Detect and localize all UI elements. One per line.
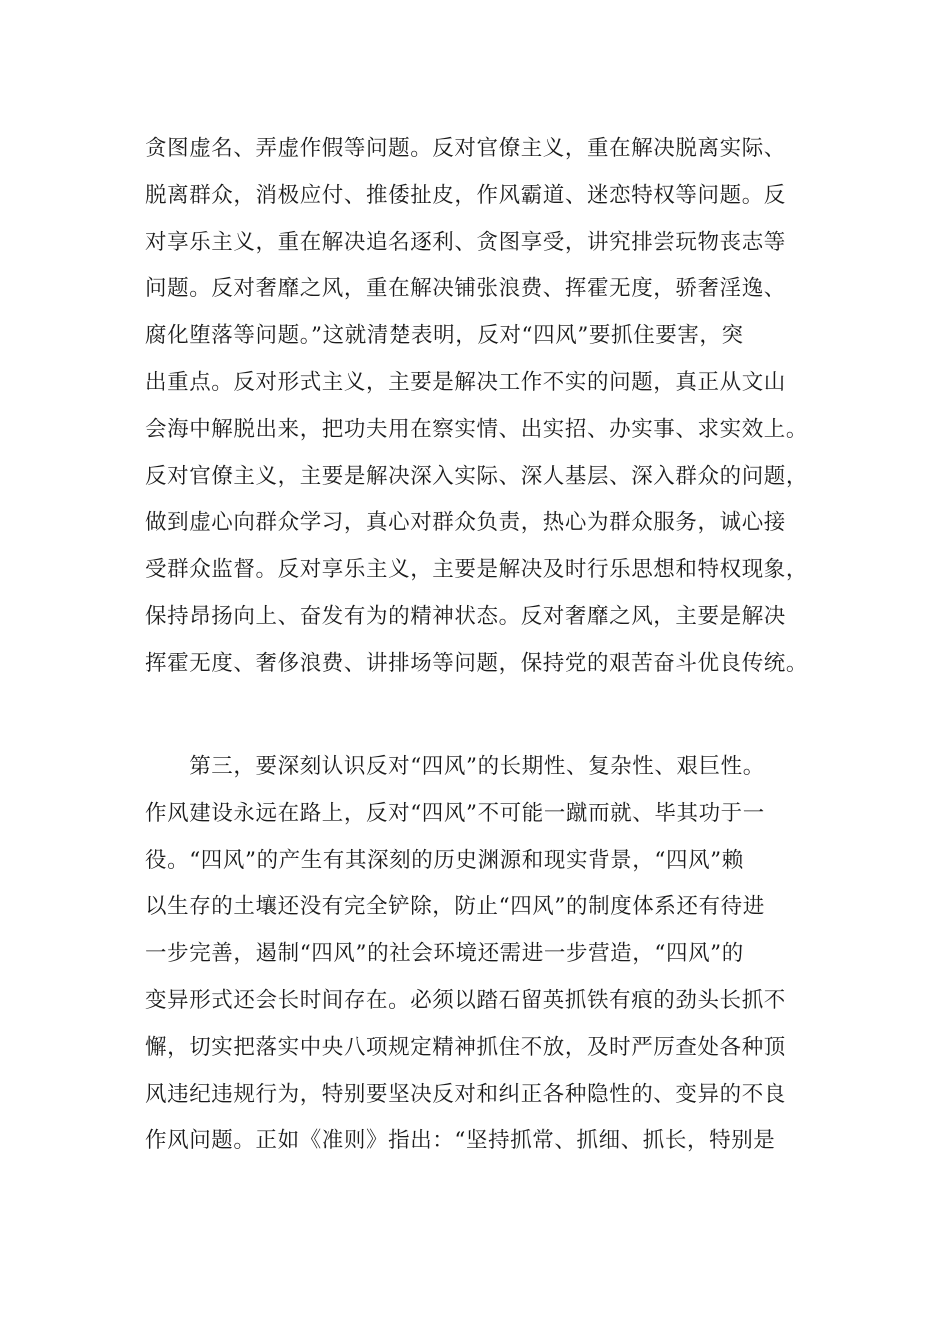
text-line: 役。“四风”的产生有其深刻的历史渊源和现实背景，“四风”赖 bbox=[145, 847, 744, 873]
text-line: 保持昂扬向上、奋发有为的精神状态。反对奢靡之风，主要是解决 bbox=[145, 603, 786, 629]
text-line: 作风问题。正如《准则》指出：“坚持抓常、抓细、抓长，特别是 bbox=[145, 1128, 776, 1154]
text-line: 挥霍无度、奢侈浪费、讲排场等问题，保持党的艰苦奋斗优良传统。 bbox=[145, 650, 809, 676]
text-line: 做到虚心向群众学习，真心对群众负责，热心为群众服务，诚心接 bbox=[145, 510, 786, 536]
text-line: 腐化堕落等问题。”这就清楚表明，反对“四风”要抓住要害，突 bbox=[145, 323, 744, 349]
text-line: 问题。反对奢靡之风，重在解决铺张浪费、挥霍无度，骄奢淫逸、 bbox=[145, 276, 786, 302]
text-line: 作风建设永远在路上，反对“四风”不可能一蹴而就、毕其功于一 bbox=[145, 800, 765, 826]
text-line: 以生存的土壤还没有完全铲除，防止“四风”的制度体系还有待进 bbox=[145, 894, 765, 920]
text-line: 受群众监督。反对享乐主义，主要是解决及时行乐思想和特权现象， bbox=[145, 557, 809, 583]
text-line: 变异形式还会长时间存在。必须以踏石留英抓铁有痕的劲头长抓不 bbox=[145, 987, 786, 1013]
text-line: 出重点。反对形式主义，主要是解决工作不实的问题，真正从文山 bbox=[145, 369, 786, 395]
text-line: 反对官僚主义，主要是解决深入实际、深人基层、深入群众的问题， bbox=[145, 463, 809, 489]
text-line: 脱离群众，消极应付、推倭扯皮，作风霸道、迷恋特权等问题。反 bbox=[145, 182, 786, 208]
text-line: 对享乐主义，重在解决追名逐利、贪图享受，讲究排尝玩物丧志等 bbox=[145, 229, 786, 255]
text-line: 风违纪违规行为，特别要坚决反对和纠正各种隐性的、变异的不良 bbox=[145, 1081, 786, 1107]
text-line: 第三，要深刻认识反对“四风”的长期性、复杂性、艰巨性。 bbox=[145, 754, 765, 779]
paragraph-2 bbox=[145, 744, 805, 1165]
text-line: 贪图虚名、弄虚作假等问题。反对官僚主义，重在解决脱离实际、 bbox=[145, 136, 786, 161]
text-line: 懈，切实把落实中央八项规定精神抓住不放，及时严厉查处各种顶 bbox=[145, 1034, 786, 1060]
text-line: 会海中解脱出来，把功夫用在察实情、出实招、办实事、求实效上。 bbox=[145, 416, 809, 442]
text-line: 一步完善，遏制“四风”的社会环境还需进一步营造，“四风”的 bbox=[145, 941, 744, 967]
paragraph-1 bbox=[145, 126, 809, 688]
